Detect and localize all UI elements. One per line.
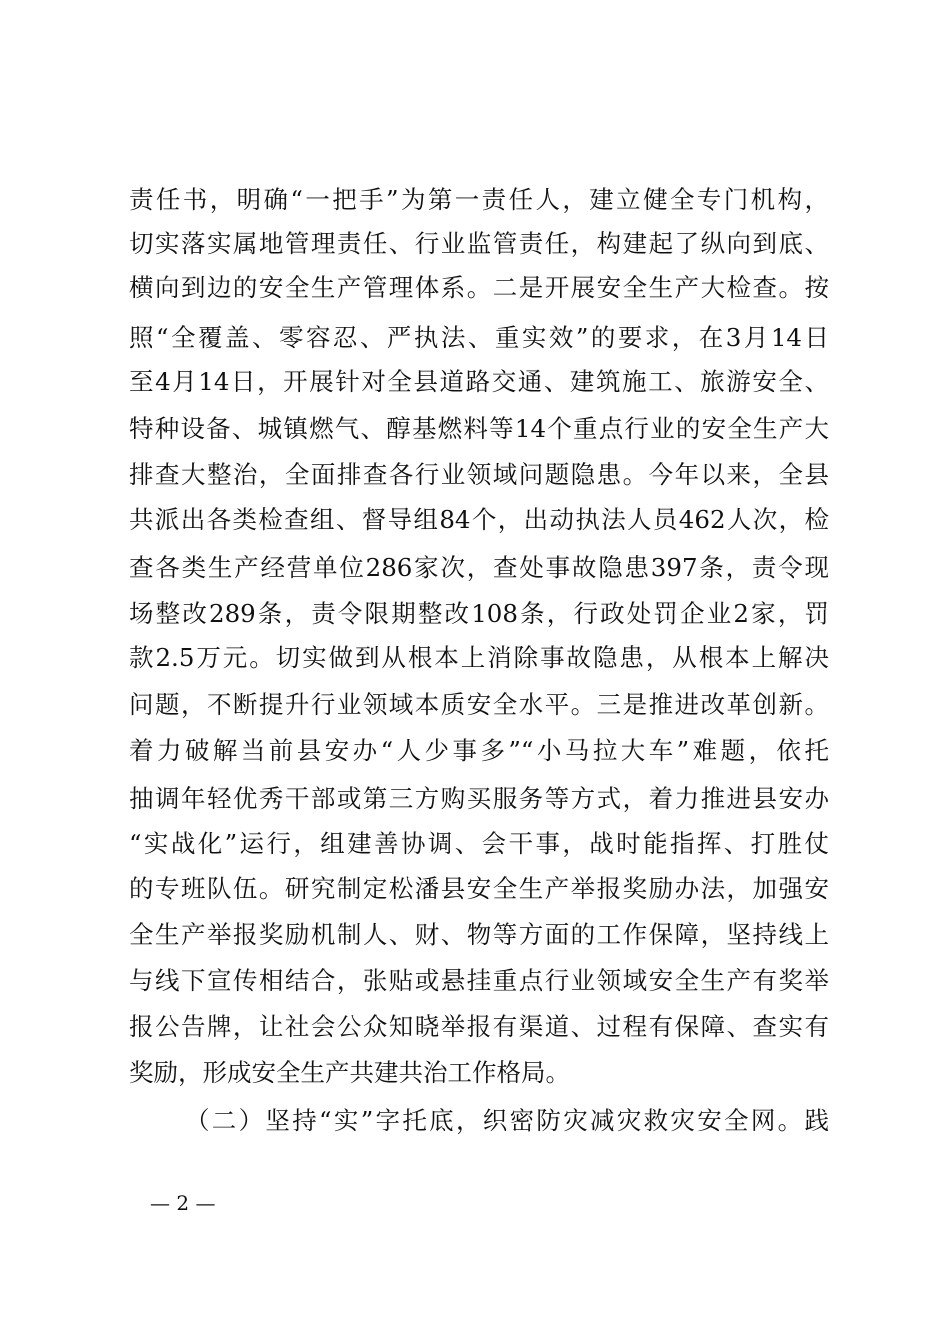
body-text-line: 的专班队伍。研究制定松潘县安全生产举报奖励办法，加强安: [129, 874, 829, 903]
body-text-line: 款2.5万元。切实做到从根本上消除事故隐患，从根本上解决: [129, 643, 829, 672]
body-text-line: 报公告牌，让社会公众知晓举报有渠道、过程有保障、查实有: [129, 1012, 829, 1041]
body-text-line: 照“全覆盖、零容忍、严执法、重实效”的要求，在3月14日: [129, 323, 829, 352]
body-text-line: 排查大整治，全面排查各行业领域问题隐患。今年以来，全县: [129, 460, 829, 489]
body-text-line: 与线下宣传相结合，张贴或悬挂重点行业领域安全生产有奖举: [129, 966, 829, 995]
body-text-line: 场整改289条，责令限期整改108条，行政处罚企业2家，罚: [129, 599, 829, 628]
body-text-line: 着力破解当前县安办“人少事多”“小马拉大车”难题，依托: [129, 736, 829, 765]
body-text-line: 抽调年轻优秀干部或第三方购买服务等方式，着力推进县安办: [129, 784, 829, 813]
section-heading-line: （二）坚持“实”字托底，织密防灾减灾救灾安全网。践: [185, 1106, 829, 1135]
body-text-line: “实战化”运行，组建善协调、会干事，战时能指挥、打胜仗: [129, 829, 829, 858]
body-text-line: 横向到边的安全生产管理体系。二是开展安全生产大检查。按: [129, 273, 829, 302]
body-text-line: 查各类生产经营单位286家次，查处事故隐患397条，责令现: [129, 553, 829, 582]
body-text-line: 共派出各类检查组、督导组84个，出动执法人员462人次，检: [129, 505, 829, 534]
body-text-line: 切实落实属地管理责任、行业监管责任，构建起了纵向到底、: [129, 229, 829, 258]
body-text-line: 至4月14日，开展针对全县道路交通、建筑施工、旅游安全、: [129, 367, 829, 396]
body-text-line: 奖励，形成安全生产共建共治工作格局。: [129, 1058, 570, 1087]
body-text-line: 问题，不断提升行业领域本质安全水平。三是推进改革创新。: [129, 690, 829, 719]
body-text-line: 责任书，明确“一把手”为第一责任人，建立健全专门机构，: [129, 185, 829, 214]
body-text-line: 特种设备、城镇燃气、醇基燃料等14个重点行业的安全生产大: [129, 414, 829, 443]
page-number: — 2 —: [150, 1191, 216, 1215]
body-text-line: 全生产举报奖励机制人、财、物等方面的工作保障，坚持线上: [129, 920, 829, 949]
